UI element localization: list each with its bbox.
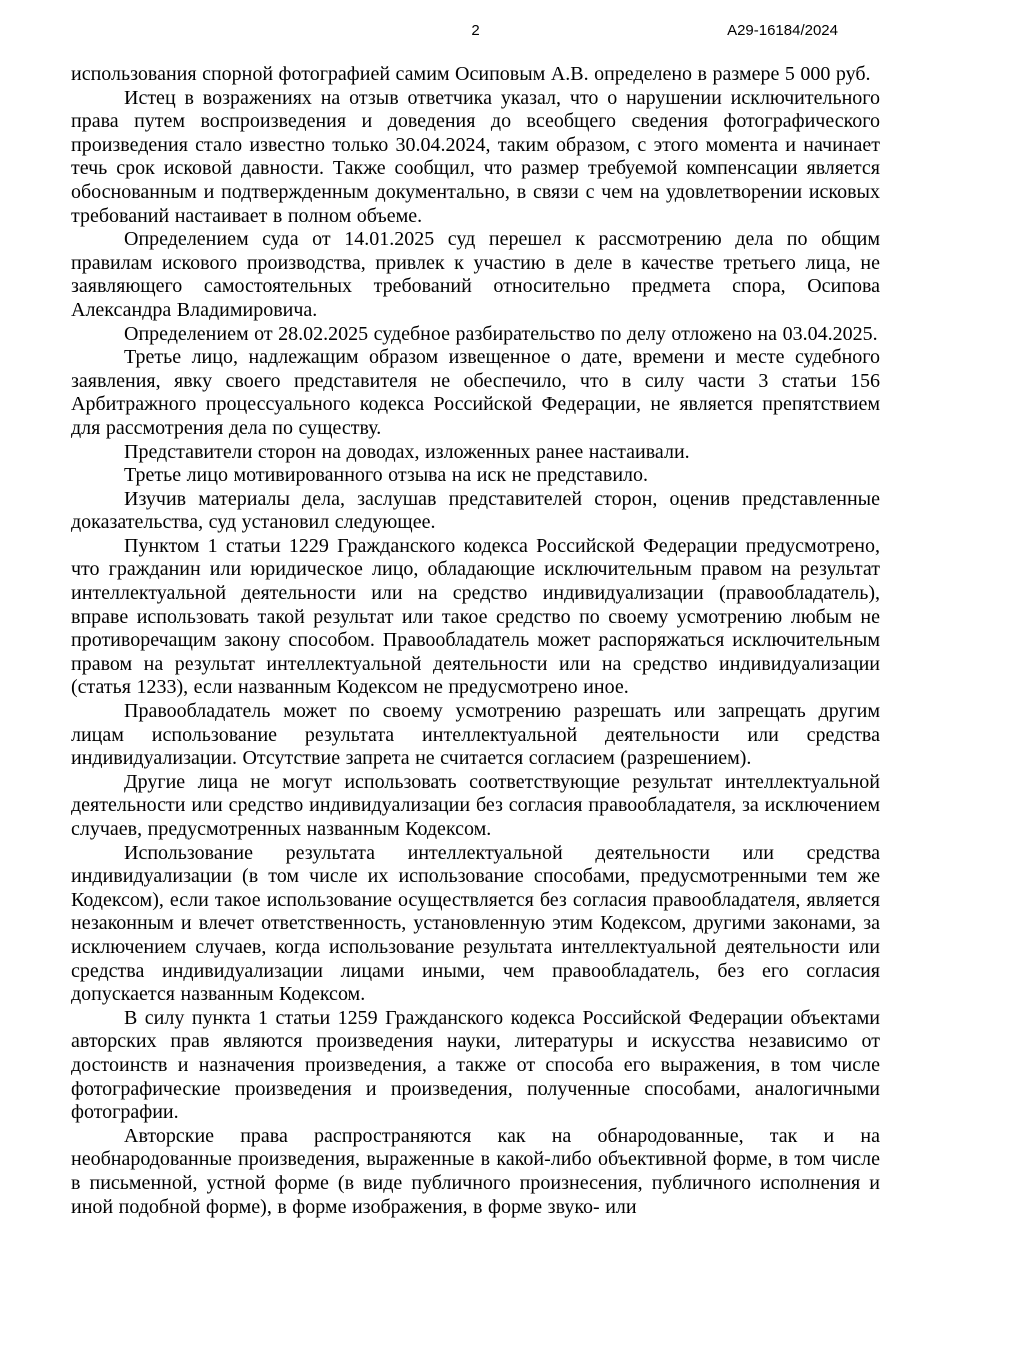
- case-number: А29-16184/2024: [727, 22, 838, 39]
- paragraph: Третье лицо, надлежащим образом извещенное о дате, времени и месте судебного заявления, явку своего представителя не обеспечило, что в силу части 3 статьи 156 Арбитражного процессуального кодекса Российской Федерации, не является препятствием для рассмотрения дела по существу.: [71, 346, 880, 439]
- paragraph: Пунктом 1 статьи 1229 Гражданского кодекса Российской Федерации предусмотрено, что гражданин или юридическое лицо, обладающие исключительным правом на результат интеллектуальной деятельности или на средство индивидуализации (правообладатель), вправе использовать такой результат или такое средство по своему усмотрению любым не противоречащим закону способом. Правообладатель может распоряжаться исключительным правом на результат интеллектуальной деятельности или на средство индивидуализации (статья 1233), если названным Кодексом не предусмотрено иное.: [71, 534, 880, 699]
- paragraph: Использование результата интеллектуальной деятельности или средства индивидуализации (в том числе их использование способами, предусмотренными тем же Кодексом), если такое использование осуществляется без согласия правообладателя, является незаконным и влечет ответственность, установленную этим Кодексом, другими законами, за исключением случаев, когда использование результата интеллектуальной деятельности или средства индивидуализации лицами иными, чем правообладатель, без его согласия допускается названным Кодексом.: [71, 841, 880, 1006]
- paragraph: Другие лица не могут использовать соответствующие результат интеллектуальной деятельности или средство индивидуализации без согласия правообладателя, за исключением случаев, предусмотренных названным Кодексом.: [71, 770, 880, 840]
- paragraph: Правообладатель может по своему усмотрению разрешать или запрещать другим лицам использование результата интеллектуальной деятельности или средства индивидуализации. Отсутствие запрета не считается согласием (разрешением).: [71, 700, 880, 770]
- paragraph: Определением от 28.02.2025 судебное разбирательство по делу отложено на 03.04.2025.: [124, 322, 878, 345]
- paragraph-continuation: использования спорной фотографией самим Осиповым А.В. определено в размере 5 000 руб.: [71, 63, 871, 85]
- paragraph: Авторские права распространяются как на обнародованные, так и на необнародованные произведения, выраженные в какой-либо объективной форме, в том числе в письменной, устной форме (в виде публичного произнесения, публичного исполнения и иной подобной форме), в форме изображения, в форме звуко- или: [71, 1124, 880, 1218]
- paragraph: Истец в возражениях на отзыв ответчика указал, что о нарушении исключительного права путем воспроизведения и доведения до всеобщего сведения фотографического произведения стало известно только 30.04.2024, таким образом, с этого момента и начинает течь срок исковой давности. Также сообщил, что размер требуемой компенсации является обоснованным и подтвержденным документально, в связи с чем на удовлетворении исковых требований настаивает в полном объеме.: [71, 86, 880, 227]
- paragraph: В силу пункта 1 статьи 1259 Гражданского кодекса Российской Федерации объектами авторских прав являются произведения науки, литературы и искусства независимо от достоинств и назначения произведения, а также от способа его выражения, в том числе фотографические произведения и произведения, полученные способами, аналогичными фотографии.: [71, 1006, 880, 1124]
- paragraph: Третье лицо мотивированного отзыва на иск не представило.: [124, 464, 649, 487]
- page-header: [71, 22, 880, 40]
- paragraph: Изучив материалы дела, заслушав представителей сторон, оценив представленные доказательства, суд установил следующее.: [71, 487, 880, 534]
- paragraph: Представители сторон на доводах, изложенных ранее настаивали.: [124, 440, 690, 463]
- paragraph: Определением суда от 14.01.2025 суд перешел к рассмотрению дела по общим правилам искового производства, привлек к участию в деле в качестве третьего лица, не заявляющего самостоятельных требований относительно предмета спора, Осипова Александра Владимировича.: [71, 228, 880, 321]
- document-body: [71, 63, 880, 1219]
- page-number: 2: [471, 22, 480, 39]
